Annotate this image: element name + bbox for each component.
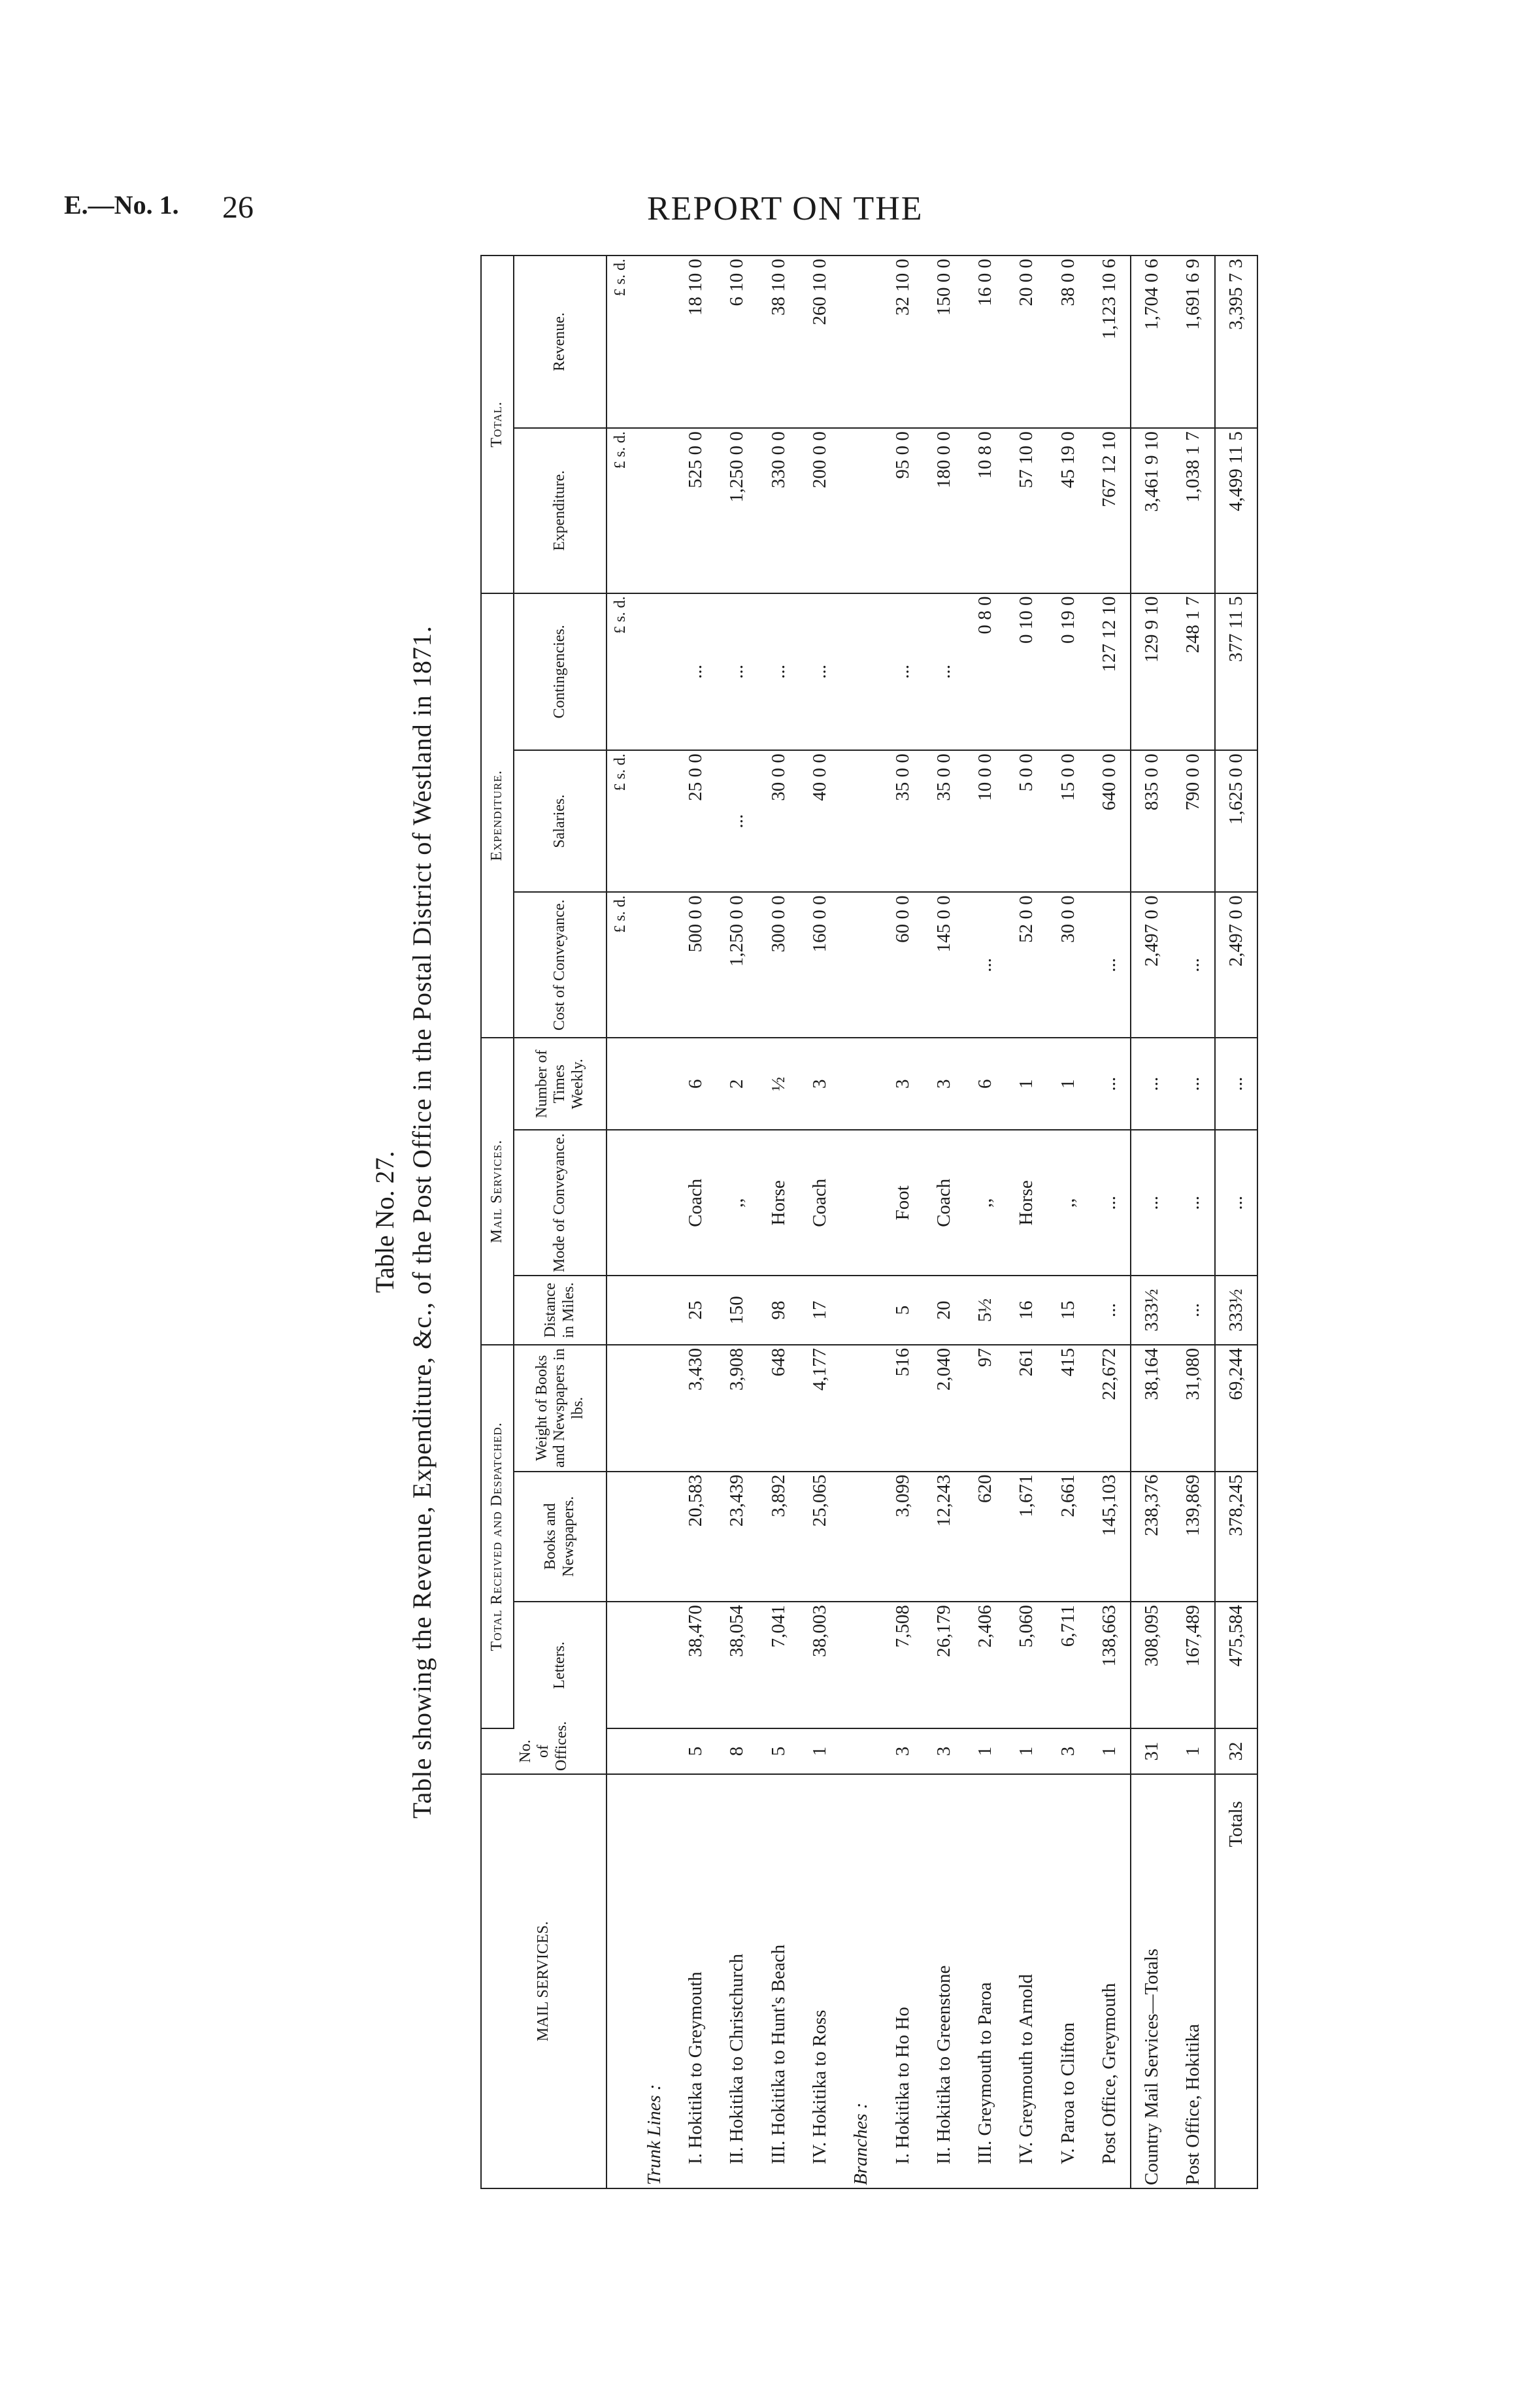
col-cost: Cost of Conveyance. (514, 892, 607, 1038)
cell-cost: 2,497 0 0 (1131, 892, 1172, 1038)
cell-times: 6 (675, 1038, 716, 1130)
cell-contingencies: 0 8 0 (965, 593, 1006, 751)
cell-letters: 475,584 (1215, 1602, 1257, 1728)
cell-expenditure: 767 12 10 (1089, 428, 1131, 593)
cell-offices: 1 (1006, 1728, 1047, 1774)
cell-weight: 3,430 (675, 1345, 716, 1472)
cell-mode: Horse (758, 1130, 799, 1276)
cell-revenue: 18 10 0 (675, 256, 716, 428)
cell-letters: 167,489 (1172, 1602, 1214, 1728)
cell-books: 620 (965, 1472, 1006, 1602)
totals-row (1215, 256, 1257, 2188)
cell-mode: ... (1172, 1130, 1214, 1276)
cell-books: 25,065 (799, 1472, 840, 1602)
cell-expenditure: 525 0 0 (675, 428, 716, 593)
table-row (1047, 256, 1088, 2188)
cell-revenue: 38 0 0 (1047, 256, 1088, 428)
service-name: Post Office, Hokitika (1182, 2024, 1204, 2185)
cell-weight: 31,080 (1172, 1345, 1214, 1472)
cell-offices: 3 (882, 1728, 923, 1774)
cell-contingencies: 129 9 10 (1131, 593, 1172, 751)
cell-mode: ... (1131, 1130, 1172, 1276)
cell-expenditure: 95 0 0 (882, 428, 923, 593)
service-name: IV. Greymouth to Arnold (1016, 1973, 1037, 2164)
cell-salaries: ... (716, 750, 757, 892)
cell-weight: 2,040 (923, 1345, 965, 1472)
section-heading-row (840, 256, 882, 2188)
service-name: II. Hokitika to Greenstone (933, 1965, 954, 2164)
cell-contingencies: ... (882, 593, 923, 751)
cell-distance: 5½ (965, 1276, 1006, 1345)
cell-revenue: 1,691 6 9 (1172, 256, 1214, 428)
cell-distance: 333½ (1215, 1276, 1257, 1345)
cell-books: 3,099 (882, 1472, 923, 1602)
cell-distance: 15 (1047, 1276, 1088, 1345)
cell-mode: Coach (799, 1130, 840, 1276)
service-name: I. Hokitika to Greymouth (685, 1971, 707, 2164)
cell-times: ... (1131, 1038, 1172, 1130)
cell-salaries: 25 0 0 (675, 750, 716, 892)
document-reference: E.—No. 1. (64, 190, 179, 220)
cell-times: 3 (882, 1038, 923, 1130)
cell-cost: ... (1089, 892, 1131, 1038)
cell-offices: 3 (1047, 1728, 1088, 1774)
cell-expenditure: 45 19 0 (1047, 428, 1088, 593)
section-heading: Trunk Lines : (643, 2084, 665, 2185)
cell-contingencies: 127 12 10 (1089, 593, 1131, 751)
cell-weight: 648 (758, 1345, 799, 1472)
cell-cost: 160 0 0 (799, 892, 840, 1038)
table-row (923, 256, 965, 2188)
col-weight: Weight of Books and Newspapers in lbs. (514, 1345, 607, 1472)
unit-label: £ s. d. (607, 428, 634, 593)
table-row (799, 256, 840, 2188)
cell-offices: 1 (799, 1728, 840, 1774)
cell-contingencies: ... (799, 593, 840, 751)
cell-weight: 4,177 (799, 1345, 840, 1472)
cell-letters: 138,663 (1089, 1602, 1131, 1728)
cell-mode: Coach (923, 1130, 965, 1276)
cell-distance: 150 (716, 1276, 757, 1345)
table-row (758, 256, 799, 2188)
cell-offices: 8 (716, 1728, 757, 1774)
cell-times: 3 (799, 1038, 840, 1130)
cell-contingencies: 377 11 5 (1215, 593, 1257, 751)
cell-books: 378,245 (1215, 1472, 1257, 1602)
cell-distance: 20 (923, 1276, 965, 1345)
cell-contingencies: ... (716, 593, 757, 751)
cell-weight: 69,244 (1215, 1345, 1257, 1472)
col-books: Books and Newspapers. (514, 1472, 607, 1602)
cell-revenue: 38 10 0 (758, 256, 799, 428)
cell-cost: ... (1172, 892, 1214, 1038)
cell-contingencies: 0 10 0 (1006, 593, 1047, 751)
cell-offices: 1 (965, 1728, 1006, 1774)
cell-letters: 2,406 (965, 1602, 1006, 1728)
cell-distance: 17 (799, 1276, 840, 1345)
table-row (716, 256, 757, 2188)
cell-revenue: 260 10 0 (799, 256, 840, 428)
col-mode: Mode of Conveyance. (514, 1130, 607, 1276)
unit-label: £ s. d. (607, 256, 634, 428)
col-total-expenditure: Expenditure. (514, 428, 607, 593)
cell-salaries: 1,625 0 0 (1215, 750, 1257, 892)
cell-salaries: 35 0 0 (882, 750, 923, 892)
cell-mode: ,, (1047, 1130, 1088, 1276)
cell-mode: Coach (675, 1130, 716, 1276)
col-letters: Letters. (514, 1602, 607, 1728)
unit-label: £ s. d. (607, 892, 634, 1038)
cell-times: 6 (965, 1038, 1006, 1130)
table-row (1089, 256, 1131, 2188)
cell-salaries: 640 0 0 (1089, 750, 1131, 892)
cell-cost: 300 0 0 (758, 892, 799, 1038)
revenue-expenditure-table (480, 255, 1258, 2189)
col-service: MAIL SERVICES. (481, 1774, 607, 2188)
cell-mode: ,, (965, 1130, 1006, 1276)
cell-books: 238,376 (1131, 1472, 1172, 1602)
cell-weight: 261 (1006, 1345, 1047, 1472)
cell-expenditure: 330 0 0 (758, 428, 799, 593)
cell-books: 3,892 (758, 1472, 799, 1602)
group-received: Total Received and Despatched. (481, 1345, 514, 1728)
cell-weight: 22,672 (1089, 1345, 1131, 1472)
cell-offices: 5 (675, 1728, 716, 1774)
cell-expenditure: 200 0 0 (799, 428, 840, 593)
cell-expenditure: 4,499 11 5 (1215, 428, 1257, 593)
table-row (1006, 256, 1047, 2188)
service-name: Country Mail Services—Totals (1131, 1774, 1172, 2188)
cell-cost: 30 0 0 (1047, 892, 1088, 1038)
cell-times: ... (1215, 1038, 1257, 1130)
cell-salaries: 30 0 0 (758, 750, 799, 892)
col-offices: No. of Offices. (481, 1728, 607, 1774)
group-expenditure: Expenditure. (481, 593, 514, 1038)
section-heading: Branches : (850, 2102, 872, 2185)
cell-books: 23,439 (716, 1472, 757, 1602)
cell-books: 139,869 (1172, 1472, 1214, 1602)
cell-revenue: 16 0 0 (965, 256, 1006, 428)
cell-distance: ... (1172, 1276, 1214, 1345)
unit-label: £ s. d. (607, 593, 634, 751)
table-number: Table No. 27. (370, 1151, 399, 1293)
cell-distance: 333½ (1131, 1276, 1172, 1345)
cell-cost: 500 0 0 (675, 892, 716, 1038)
service-name: V. Paroa to Clifton (1057, 2022, 1078, 2164)
cell-salaries: 790 0 0 (1172, 750, 1214, 892)
cell-offices: 31 (1131, 1728, 1172, 1774)
cell-offices: 32 (1215, 1728, 1257, 1774)
cell-salaries: 15 0 0 (1047, 750, 1088, 892)
cell-distance: 98 (758, 1276, 799, 1345)
cell-revenue: 32 10 0 (882, 256, 923, 428)
cell-expenditure: 1,250 0 0 (716, 428, 757, 593)
cell-mode: ... (1215, 1130, 1257, 1276)
cell-letters: 38,054 (716, 1602, 757, 1728)
cell-expenditure: 57 10 0 (1006, 428, 1047, 593)
cell-times: ... (1172, 1038, 1214, 1130)
cell-offices: 1 (1089, 1728, 1131, 1774)
cell-letters: 6,711 (1047, 1602, 1088, 1728)
cell-books: 2,661 (1047, 1472, 1088, 1602)
cell-revenue: 1,704 0 6 (1131, 256, 1172, 428)
cell-offices: 5 (758, 1728, 799, 1774)
service-name: III. Hokitika to Hunt's Beach (767, 1944, 789, 2164)
cell-salaries: 10 0 0 (965, 750, 1006, 892)
cell-times: ... (1089, 1038, 1131, 1130)
cell-salaries: 835 0 0 (1131, 750, 1172, 892)
cell-contingencies: ... (675, 593, 716, 751)
table-row (882, 256, 923, 2188)
cell-distance: 25 (675, 1276, 716, 1345)
cell-cost: ... (965, 892, 1006, 1038)
unit-label: £ s. d. (607, 750, 634, 892)
cell-distance: ... (1089, 1276, 1131, 1345)
col-distance: Distance in Miles. (514, 1276, 607, 1345)
cell-times: 2 (716, 1038, 757, 1130)
cell-times: 3 (923, 1038, 965, 1130)
service-name: I. Hokitika to Ho Ho (891, 2007, 913, 2164)
running-title: REPORT ON THE (647, 190, 923, 227)
cell-mode: Foot (882, 1130, 923, 1276)
cell-distance: 5 (882, 1276, 923, 1345)
cell-salaries: 40 0 0 (799, 750, 840, 892)
cell-letters: 7,041 (758, 1602, 799, 1728)
cell-books: 20,583 (675, 1472, 716, 1602)
cell-cost: 52 0 0 (1006, 892, 1047, 1038)
col-revenue: Revenue. (514, 256, 607, 428)
group-mail-services: Mail Services. (481, 1038, 514, 1345)
cell-letters: 38,003 (799, 1602, 840, 1728)
summary-row (1172, 256, 1214, 2188)
cell-offices: 3 (923, 1728, 965, 1774)
cell-cost: 145 0 0 (923, 892, 965, 1038)
rotated-table-block (366, 255, 1261, 2189)
cell-letters: 5,060 (1006, 1602, 1047, 1728)
cell-expenditure: 1,038 1 7 (1172, 428, 1214, 593)
cell-expenditure: 180 0 0 (923, 428, 965, 593)
col-times: Number of Times Weekly. (514, 1038, 607, 1130)
service-name: III. Greymouth to Paroa (974, 1982, 996, 2164)
cell-revenue: 6 10 0 (716, 256, 757, 428)
cell-salaries: 35 0 0 (923, 750, 965, 892)
cell-cost: 2,497 0 0 (1215, 892, 1257, 1038)
cell-times: ½ (758, 1038, 799, 1130)
cell-mode: ... (1089, 1130, 1131, 1276)
cell-times: 1 (1006, 1038, 1047, 1130)
cell-expenditure: 10 8 0 (965, 428, 1006, 593)
cell-mode: ,, (716, 1130, 757, 1276)
cell-contingencies: ... (923, 593, 965, 751)
cell-weight: 516 (882, 1345, 923, 1472)
table-caption: Table showing the Revenue, Expenditure, &c., of the Post Office in the Postal District of Westland in 1871. (407, 625, 437, 1819)
cell-expenditure: 3,461 9 10 (1131, 428, 1172, 593)
cell-salaries: 5 0 0 (1006, 750, 1047, 892)
cell-books: 1,671 (1006, 1472, 1047, 1602)
section-heading-row (634, 256, 675, 2188)
cell-letters: 7,508 (882, 1602, 923, 1728)
cell-weight: 97 (965, 1345, 1006, 1472)
cell-cost: 60 0 0 (882, 892, 923, 1038)
cell-weight: 3,908 (716, 1345, 757, 1472)
cell-contingencies: 0 19 0 (1047, 593, 1088, 751)
service-name: Post Office, Greymouth (1098, 1983, 1120, 2164)
cell-distance: 16 (1006, 1276, 1047, 1345)
cell-mode: Horse (1006, 1130, 1047, 1276)
cell-letters: 26,179 (923, 1602, 965, 1728)
table-row (965, 256, 1006, 2188)
cell-letters: 308,095 (1131, 1602, 1172, 1728)
cell-offices: 1 (1172, 1728, 1214, 1774)
col-salaries: Salaries. (514, 750, 607, 892)
cell-cost: 1,250 0 0 (716, 892, 757, 1038)
cell-revenue: 20 0 0 (1006, 256, 1047, 428)
cell-revenue: 3,395 7 3 (1215, 256, 1257, 428)
col-contingencies: Contingencies. (514, 593, 607, 751)
cell-weight: 38,164 (1131, 1345, 1172, 1472)
cell-weight: 415 (1047, 1345, 1088, 1472)
group-total: Total. (481, 256, 514, 593)
cell-books: 145,103 (1089, 1472, 1131, 1602)
cell-revenue: 1,123 10 6 (1089, 256, 1131, 428)
summary-row (1131, 256, 1172, 2188)
cell-contingencies: ... (758, 593, 799, 751)
cell-books: 12,243 (923, 1472, 965, 1602)
service-name: IV. Hokitika to Ross (809, 2009, 831, 2164)
cell-times: 1 (1047, 1038, 1088, 1130)
service-name: II. Hokitika to Christchurch (726, 1953, 748, 2164)
totals-label: Totals (1215, 1774, 1257, 2188)
cell-contingencies: 248 1 7 (1172, 593, 1214, 751)
units-row (607, 256, 634, 2188)
table-row (675, 256, 716, 2188)
page-number: 26 (222, 190, 254, 225)
cell-revenue: 150 0 0 (923, 256, 965, 428)
cell-letters: 38,470 (675, 1602, 716, 1728)
